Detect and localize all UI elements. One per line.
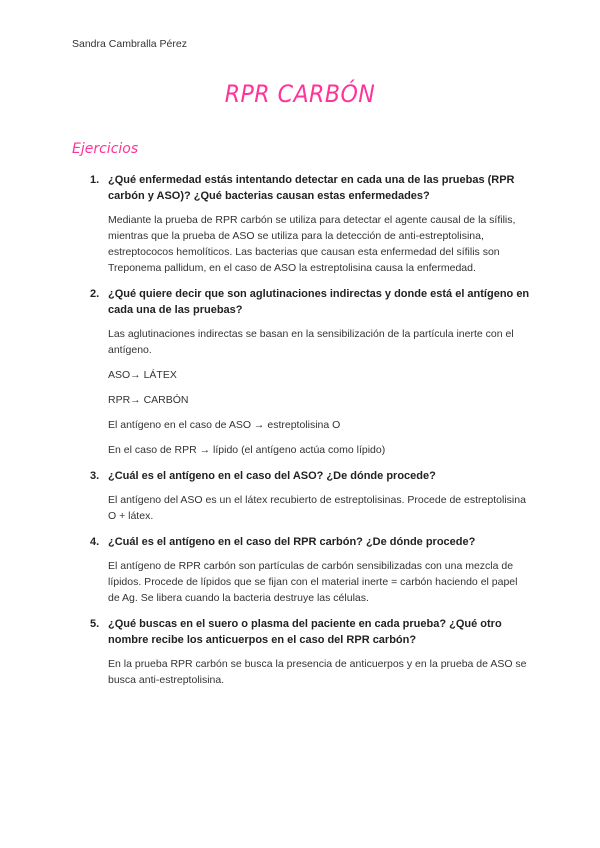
answer-paragraph: Mediante la prueba de RPR carbón se utiliza para detectar el agente causal de la sífilis, mientras que la prueba de ASO se utiliza para la detección de anti-estreptolisina, estreptococos hemolíticos. Las bacterias que causan esta enfermedad del sífilis son Treponema pallidum, en el caso de ASO la estreptolisina causa la enfermedad. — [108, 214, 516, 274]
question-number: 4. — [90, 536, 100, 548]
document-title: RPR CARBÓN — [224, 80, 376, 108]
author-name: Sandra Cambralla Pérez — [72, 38, 187, 50]
answer-block — [108, 212, 530, 276]
question-text: ¿Qué quiere decir que son aglutinaciones indirectas y donde está el antígeno en cada una de las pruebas? — [108, 288, 530, 316]
answer-block — [108, 326, 530, 458]
question-item-4 — [90, 534, 530, 606]
question-text: ¿Qué buscas en el suero o plasma del paciente en cada prueba? ¿Qué otro nombre recibe los anticuerpos en el caso del RPR carbón? — [108, 618, 502, 646]
question-number: 1. — [90, 174, 100, 186]
question-number: 3. — [90, 470, 100, 482]
question-text: ¿Cuál es el antígeno en el caso del RPR carbón? ¿De dónde procede? — [108, 536, 476, 548]
answer-paragraph: El antígeno del ASO es un el látex recubierto de estreptolisinas. Procede de estreptolisina O + látex. — [108, 494, 526, 522]
answer-paragraph: ASO→ LÁTEX — [108, 369, 177, 381]
section-heading: Ejercicios — [72, 141, 139, 157]
question-item-3 — [90, 468, 530, 524]
question-list — [90, 172, 530, 698]
question-text: ¿Cuál es el antígeno en el caso del ASO? ¿De dónde procede? — [108, 470, 436, 482]
answer-paragraph: El antígeno de RPR carbón son partículas de carbón sensibilizadas con una mezcla de lípidos. Procede de lípidos que se fijan con el material inerte = carbón haciendo el papel de Ag. Se libera cuando la bacteria destruye las células. — [108, 560, 518, 604]
answer-paragraph: El antígeno en el caso de ASO → estreptolisina O — [108, 419, 341, 431]
answer-paragraph: RPR→ CARBÓN — [108, 394, 189, 406]
answer-block — [108, 558, 530, 606]
question-item-2 — [90, 286, 530, 458]
answer-paragraph: Las aglutinaciones indirectas se basan en la sensibilización de la partícula inerte con el antígeno. — [108, 328, 514, 356]
answer-block — [108, 656, 530, 688]
question-text: ¿Qué enfermedad estás intentando detectar en cada una de las pruebas (RPR carbón y ASO)? ¿Qué bacterias causan estas enfermedades? — [108, 174, 515, 202]
question-number: 5. — [90, 618, 100, 630]
question-item-1 — [90, 172, 530, 276]
answer-paragraph: En el caso de RPR → lípido (el antígeno actúa como lípido) — [108, 444, 386, 456]
question-item-5 — [90, 616, 530, 688]
answer-paragraph: En la prueba RPR carbón se busca la presencia de anticuerpos y en la prueba de ASO se busca anti-estreptolisina. — [108, 658, 527, 686]
question-number: 2. — [90, 288, 100, 300]
answer-block — [108, 492, 530, 524]
